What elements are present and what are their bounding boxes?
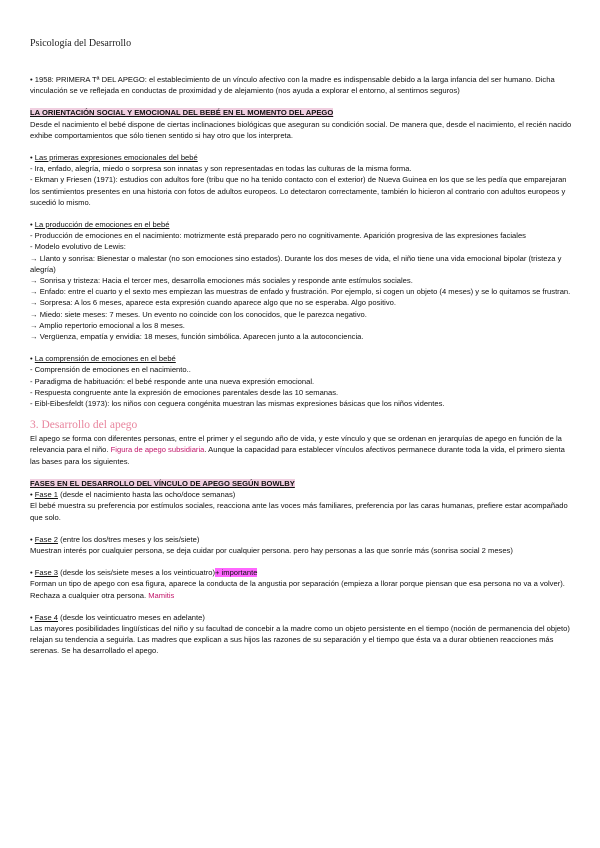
subsection-title: La comprensión de emociones en el bebé <box>34 354 176 364</box>
pink-note: Mamitis <box>148 590 175 600</box>
bullet: • <box>30 220 35 230</box>
chapter-heading: 3. Desarrollo del apego <box>30 419 138 432</box>
phase-body: El bebé muestra su preferencia por estímulos sociales, reacciona ante las voces más familiares, preferencia por las caras humanas, prefiere estar acompañado que solo. <box>30 501 568 522</box>
phase-name: Fase 4 <box>34 612 58 622</box>
list-item: → Sorpresa: A los 6 meses, aparece esta expresión cuando aparece algo que no se esperaba. Algo positivo. <box>30 298 396 308</box>
section-body: Desde el nacimiento el bebé dispone de ciertas inclinaciones biológicas que aseguran su condición social. De manera que, desde el nacimiento, el recién nacido exhibe comportamientos que sólo tienen sentido si hay otro que los interpreta. <box>30 119 572 140</box>
highlight-tag: + importante <box>215 568 258 578</box>
list-item: - Producción de emociones en el nacimiento: motrizmente está preparado pero no cognitivamente. Aparición progresiva de las expresiones faciales <box>30 231 526 241</box>
bullet: • <box>30 153 35 163</box>
page-header: Psicología del Desarrollo <box>30 38 132 49</box>
subsection-heading <box>30 152 575 163</box>
phase-heading: • Fase 1 (desde el nacimiento hasta las ocho/doce semanas) <box>30 490 236 500</box>
list-item: → Sonrisa y tristeza: Hacia el tercer mes, desarrolla emociones más sociales y responde ante estímulos sociales. <box>30 276 413 286</box>
list-item: - Ekman y Friesen (1971): estudios con adultos fore (tribu que no ha tenido contacto con el exterior) de Nueva Guinea en los que se les pedía que emparejaran los sentimientos presentes en una historia con fotos de adultos europeos. Lo detectaron correctamente, también lo hicieron al contrario con adultos europeos y sucedió lo mismo. <box>30 175 567 207</box>
section-title: FASES EN EL DESARROLLO DEL VÍNCULO DE APEGO SEGÚN BOWLBY <box>30 478 295 488</box>
phase-heading: • Fase 2 (entre los dos/tres meses y los seis/siete) <box>30 534 200 544</box>
phase-name: Fase 3 <box>34 568 58 578</box>
list-item: - Comprensión de emociones en el nacimiento.. <box>30 365 191 375</box>
list-item: → Enfado: entre el cuarto y el sexto mes empiezan las muestras de enfado y frustración. Por ejemplo, si cogen un objeto (4 meses) y se lo quitamos se frustran. <box>30 287 571 297</box>
phase-heading: • Fase 3 (desde los seis/siete meses a los veinticuatro)+ importante <box>30 568 258 578</box>
list-item: → Vergüenza, empatía y envidia: 18 meses, función simbólica. Aparecen junto a la autoconciencia. <box>30 332 364 342</box>
phase-name: Fase 1 <box>34 490 58 500</box>
list-item: → Llanto y sonrisa: Bienestar o malestar (no son emociones sino estados). Durante los dos meses de vida, el niño tiene una vida emocional bipolar (tristeza y alegría) <box>30 253 562 274</box>
section-bowlby <box>30 478 575 489</box>
section-title: LA ORIENTACIÓN SOCIAL Y EMOCIONAL DEL BEBÉ EN EL MOMENTO DEL APEGO <box>30 108 334 118</box>
list-item: - Ira, enfado, alegría, miedo o sorpresa son innatas y son representadas en todas las culturas de la misma forma. <box>30 164 412 174</box>
section-body: El apego se forma con diferentes personas, entre el primer y el segundo año de vida, y este vínculo y que se ordenan en jerarquías de apego en función de la relevancia para el niño. Figura de apego subsidiaria. Aunque la capacidad para establecer vínculos afectivos permanece durante toda la vida, el primero sienta las bases para los siguientes. <box>30 434 565 466</box>
subsection-heading <box>30 353 575 364</box>
intro-paragraph: • 1958: PRIMERA Tª DEL APEGO: el establecimiento de un vínculo afectivo con la madre es indispensable debido a la larga infancia del ser humano. Dicha vinculación se ve reflejada en conductas de proximidad y de alejamiento (nos ayuda a explorar el entorno, al sentirnos seguros) <box>30 75 555 96</box>
phase-body: Forman un tipo de apego con esa figura, aparece la conducta de la angustia por separación (empieza a llorar porque piensan que esa persona no va a volver). Rechaza a cualquier otra persona. Mamitis <box>30 579 565 600</box>
pink-note: Figura de apego subsidiaria <box>110 445 205 455</box>
bullet: • <box>30 354 35 364</box>
list-item: - Modelo evolutivo de Lewis: <box>30 242 126 252</box>
phase-body: Muestran interés por cualquier persona, se deja cuidar por cualquier persona. pero hay personas a las que sonríe más (sonrisa social 2 meses) <box>30 545 513 555</box>
document-content <box>30 74 575 657</box>
phase-body: Las mayores posibilidades lingüísticas del niño y su facultad de concebir a la madre como un objeto persistente en el tiempo (noción de permanencia del objeto) relajan su tendencia a seguirla. Las madres que explican a sus hijos las razones de su separación y el tiempo que ésta va a durar obtienen reacciones más serenas. Se ha desarrollado el apego. <box>30 623 570 656</box>
section-social-emocional <box>30 107 575 118</box>
subsection-title: La producción de emociones en el bebé <box>34 220 170 230</box>
list-item: → Amplio repertorio emocional a los 8 meses. <box>30 320 185 330</box>
subsection-heading <box>30 219 575 230</box>
list-item: - Paradigma de habituación: el bebé responde ante una nueva expresión emocional. <box>30 376 315 386</box>
phase-name: Fase 2 <box>34 534 58 544</box>
subsection-title: Las primeras expresiones emocionales del bebé <box>34 153 198 163</box>
list-item: → Miedo: siete meses: 7 meses. Un evento no coincide con los conocidos, que le parezca negativo. <box>30 309 367 319</box>
list-item: - Respuesta congruente ante la expresión de emociones parentales desde las 10 semanas. <box>30 387 339 397</box>
phase-heading: • Fase 4 (desde los veinticuatro meses en adelante) <box>30 612 205 622</box>
list-item: - Eibl-Eibesfeldt (1973): los niños con ceguera congénita muestran las mismas expresiones básicas que los niños videntes. <box>30 399 445 409</box>
